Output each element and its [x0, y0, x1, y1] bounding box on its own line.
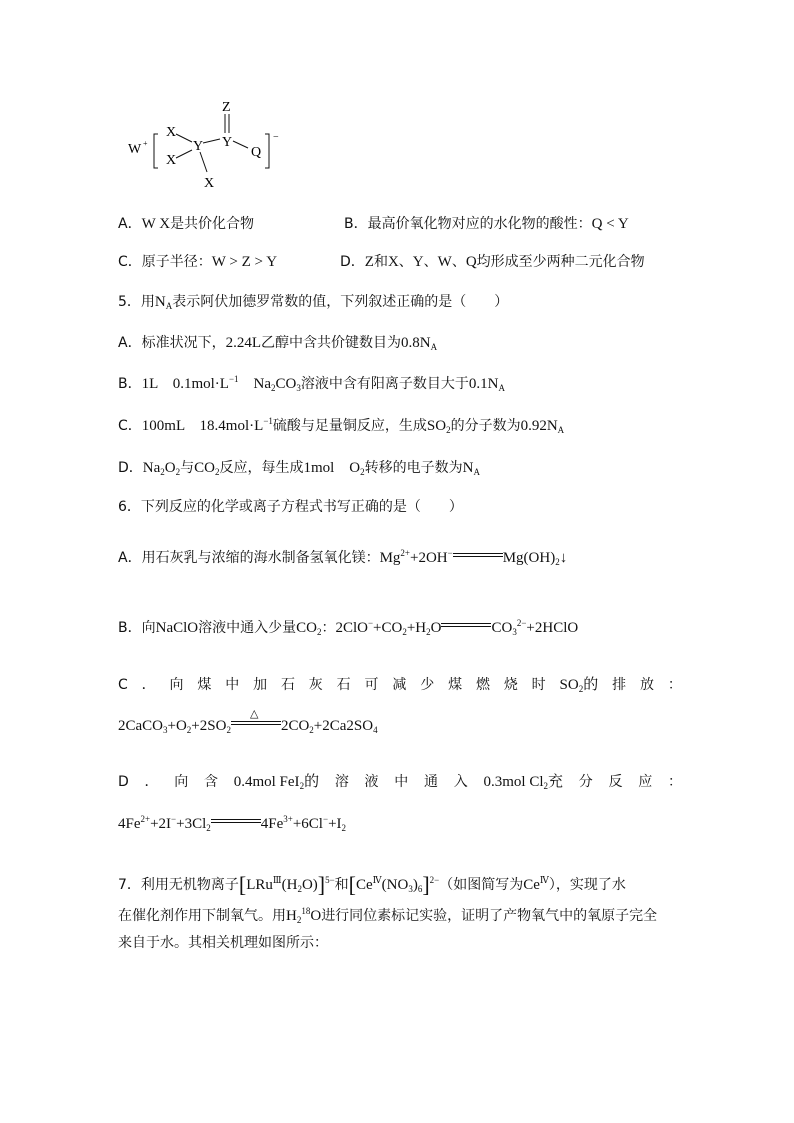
anion-structure-diagram	[118, 92, 298, 192]
atom-q: Q	[251, 145, 262, 160]
q5-option-b: B．1L $0.1mol\cdot L^{-1}$ $Na_2CO_3$溶液中含有阳离子数目大于$0.1N_A$	[118, 374, 505, 393]
anion-charge: −	[273, 132, 279, 143]
q6-option-b: B．向NaClO溶液中通入少量$CO_2$：$2ClO^-+CO_2+H_2O$ $CO_3^{2-}+2HClO$	[118, 618, 579, 637]
q7-stem-line3: 来自于水。其相关机理如图所示：	[118, 935, 328, 951]
bond-xy-top	[176, 134, 192, 142]
q4-option-b: B．最高价氧化物对应的水化物的酸性：Q < Y	[344, 216, 629, 232]
q6-option-a: A．用石灰乳与浓缩的海水制备氢氧化镁：$Mg^{2+}+2OH^-$ $Mg(OH)_2↓$	[118, 548, 568, 567]
atom-x-lower: X	[204, 176, 215, 191]
bond-y-x	[200, 152, 207, 172]
q4-option-d: D．Z和X、Y、W、Q均形成至少两种二元化合物	[340, 254, 645, 270]
atom-z: Z	[222, 100, 231, 115]
bond-y-q	[233, 141, 248, 148]
atom-y-right: Y	[222, 135, 233, 150]
cation-w: W	[128, 142, 142, 157]
q4-row-ab	[118, 214, 682, 234]
q4-row-cd	[118, 252, 682, 272]
q5-option-d: D．$Na_2O_2$与$CO_2$反应，每生成1mol $O_2$转移的电子数为$N_A$	[118, 460, 480, 477]
q4-option-a: A．W X是共价化合物	[118, 216, 255, 232]
atom-x-bottom: X	[166, 153, 177, 168]
q7-stem-line1: 7．利用无机物离子$[LRu^Ⅲ(H_2O)]^{5-}$和$[Ce^Ⅳ(NO_3)_6]^{2-}$（如图简写为$Ce^Ⅳ$），实现了水	[118, 872, 626, 897]
q6-option-d-line2: $4Fe^{2+}+2I^-+3Cl_2$ $4Fe^{3+}+6Cl^-+I_2$	[118, 814, 347, 833]
bond-y-y	[203, 139, 220, 143]
q6-option-c-line1: C ． 向 煤 中 加 石 灰 石 可 减 少 煤 燃 烧 时 $SO_2$的 排 放 ：	[118, 677, 682, 694]
cation-charge: +	[143, 139, 148, 148]
bond-xy-bottom	[176, 150, 192, 158]
atom-x-top: X	[166, 125, 177, 140]
atom-y-left: Y	[193, 139, 204, 154]
q6-option-c-line2: $2CaCO_3+O_2+2SO_2$ △ $2CO_2+2Ca2SO_4$	[118, 708, 378, 735]
q7-stem-line2: 在催化剂作用下制氧气。用$H_2^{18}O$进行同位素标记实验，证明了产物氧气中的氧原子完全	[118, 906, 658, 925]
q5-option-a: A．标准状况下，2.24L乙醇中含共价键数目为$0.8N_A$	[118, 335, 438, 352]
q6-stem: 6．下列反应的化学或离子方程式书写正确的是（ ）	[118, 499, 463, 515]
right-bracket	[265, 134, 269, 168]
q6-option-d-line1: D ． 向 含 0.4mol FeI$_2$的 溶 液 中 通 入 0.3mol $Cl_2$充 分 反 应 ：	[118, 774, 682, 791]
q5-stem: 5．用$N_A$表示阿伏加德罗常数的值，下列叙述正确的是（ ）	[118, 294, 509, 311]
left-bracket	[154, 134, 158, 168]
q5-option-c: C．100mL $18.4mol\cdot L^{-1}$硫酸与足量铜反应，生成$SO_2$的分子数为$0.92N_A$	[118, 416, 565, 435]
q4-option-c: C．原子半径：W > Z > Y	[118, 254, 278, 270]
